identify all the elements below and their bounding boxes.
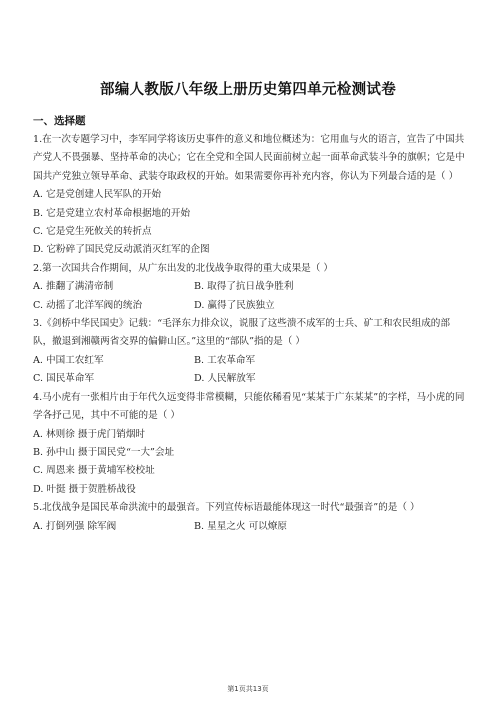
question-4 (33, 389, 465, 499)
option-a: A. 林则徐 摄于虎门销烟时 (33, 428, 146, 440)
option-b: B. 它是党建立农村革命根据地的开始 (33, 207, 191, 219)
question-2 (33, 260, 465, 315)
option-b: B. 孙中山 摄于国民党“一大”会址 (33, 446, 175, 458)
option-c: C. 国民革命军 (33, 373, 95, 385)
option-a: A. 中国工农红军 (33, 354, 104, 366)
option-c: C. 动摇了北洋军阀的统治 (33, 299, 143, 311)
option-row (33, 278, 465, 296)
option-b: B. 星星之火 可以燎原 (194, 520, 287, 532)
question-stem: 4.马小虎有一张相片由于年代久远变得非常模糊，只能依稀看见“某某于广东某某”的字样，马小虎的同学各抒己见，其中不可能的是（ ） (33, 391, 465, 422)
question-stem: 5.北伐战争是国民革命洪流中的最强音。下列宣传标语最能体现这一时代“最强音”的是（ ） (33, 502, 420, 514)
question-3 (33, 315, 465, 389)
option-a: A. 它是党创建人民军队的开始 (33, 189, 162, 201)
question-stem: 1.在一次专题学习中，李军同学将该历史事件的意义和地位概述为：它用血与火的语言，宣告了中国共产党人不畏强暴、坚持革命的决心；它在全党和全国人民面前树立起一面革命武装斗争的旗帜；它是中国共产党独立领导革命、武装夺取政权的开始。如果需要你再补充内容，你认为下列最合适的是（ ） (33, 134, 465, 182)
option-c: C. 它是党生死攸关的转折点 (33, 226, 152, 238)
option-row (33, 352, 465, 370)
option-d: D. 人民解放军 (194, 373, 256, 385)
question-stem: 2.第一次国共合作期间，从广东出发的北伐战争取得的重大成果是（ ） (33, 262, 334, 274)
question-list (33, 131, 465, 536)
option-row (33, 297, 465, 315)
page-title: 部编人教版八年级上册历史第四单元检测试卷 (100, 82, 396, 98)
option-d: D. 赢得了民族独立 (194, 299, 275, 311)
option-a: A. 打倒列强 除军阀 (33, 520, 117, 532)
option-a: A. 推翻了满清帝制 (33, 281, 114, 293)
question-5 (33, 499, 465, 536)
option-c: C. 周恩来 摄于黄埔军校校址 (33, 465, 155, 477)
option-row (33, 370, 465, 388)
page-footer: 第1页共13页 (227, 685, 269, 693)
question-1 (33, 131, 465, 260)
option-d: D. 叶挺 摄于贺胜桥战役 (33, 483, 136, 495)
option-b: B. 工农革命军 (194, 354, 256, 366)
section-heading: 一、选择题 (33, 115, 86, 127)
question-stem: 3.《剑桥中华民国史》记载：“毛泽东力排众议，说服了这些溃不成军的士兵、矿工和农民组成的部队，撤退到湘赣两省交界的偏僻山区。”这里的“部队”指的是（ ） (33, 318, 450, 348)
option-b: B. 取得了抗日战争胜利 (194, 281, 294, 293)
option-row (33, 518, 465, 536)
option-d: D. 它粉碎了国民党反动派消灭红军的企图 (33, 244, 210, 256)
